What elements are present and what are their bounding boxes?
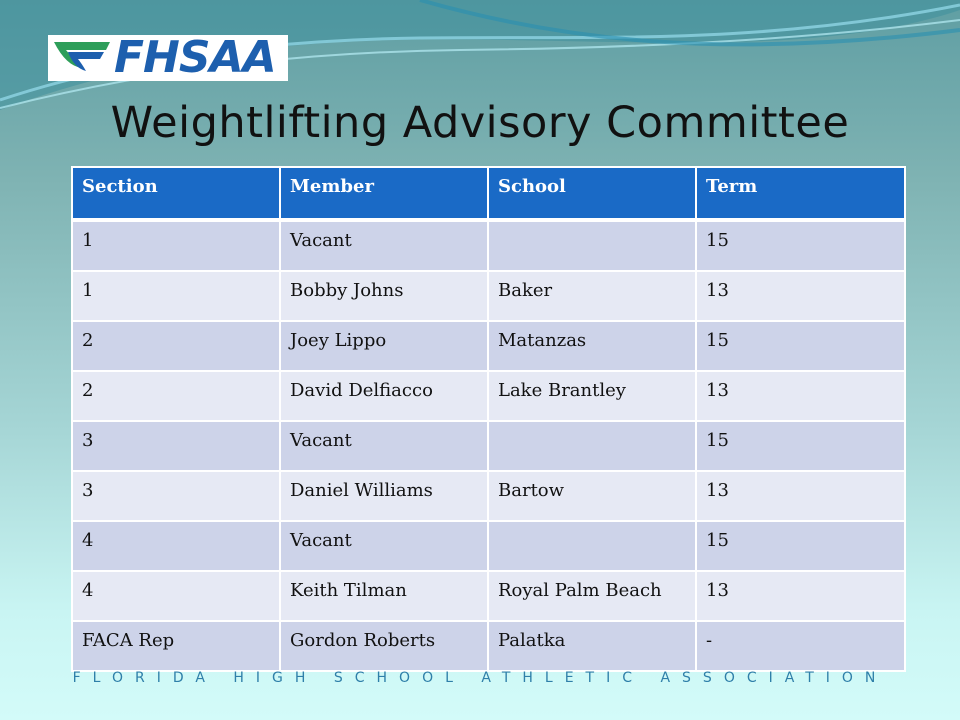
logo-text: FHSAA xyxy=(114,32,276,83)
cell-school xyxy=(488,521,696,571)
fhsaa-logo xyxy=(48,32,288,83)
cell-term: 13 xyxy=(696,571,905,621)
table-row xyxy=(72,421,905,471)
cell-member: Daniel Williams xyxy=(280,471,488,521)
cell-term: 15 xyxy=(696,521,905,571)
cell-member: Vacant xyxy=(280,521,488,571)
table-row xyxy=(72,371,905,421)
cell-section: 1 xyxy=(72,220,280,271)
cell-member: Vacant xyxy=(280,421,488,471)
cell-term: 13 xyxy=(696,271,905,321)
cell-school xyxy=(488,220,696,271)
cell-school: Baker xyxy=(488,271,696,321)
column-header-section: Section xyxy=(72,167,280,220)
cell-section: 1 xyxy=(72,271,280,321)
table-row xyxy=(72,621,905,671)
column-header-school: School xyxy=(488,167,696,220)
footer-association-name: FLORIDA HIGH SCHOOL ATHLETIC ASSOCIATION xyxy=(72,670,888,686)
cell-member: David Delfiacco xyxy=(280,371,488,421)
cell-section: 4 xyxy=(72,521,280,571)
page-title: Weightlifting Advisory Committee xyxy=(110,98,850,148)
cell-school: Matanzas xyxy=(488,321,696,371)
cell-term: 15 xyxy=(696,421,905,471)
cell-school xyxy=(488,421,696,471)
table-row xyxy=(72,521,905,571)
cell-section: 2 xyxy=(72,371,280,421)
table-row xyxy=(72,571,905,621)
table-row xyxy=(72,220,905,271)
cell-term: 15 xyxy=(696,220,905,271)
cell-section: 3 xyxy=(72,471,280,521)
cell-school: Royal Palm Beach xyxy=(488,571,696,621)
cell-member: Joey Lippo xyxy=(280,321,488,371)
table-row xyxy=(72,471,905,521)
cell-section: 4 xyxy=(72,571,280,621)
cell-term: 13 xyxy=(696,471,905,521)
column-header-term: Term xyxy=(696,167,905,220)
cell-term: - xyxy=(696,621,905,671)
cell-school: Palatka xyxy=(488,621,696,671)
cell-term: 15 xyxy=(696,321,905,371)
fhsaa-emblem-icon xyxy=(52,38,112,78)
table-header-row xyxy=(72,167,905,220)
cell-section: 2 xyxy=(72,321,280,371)
committee-table xyxy=(71,166,906,672)
cell-school: Bartow xyxy=(488,471,696,521)
cell-school: Lake Brantley xyxy=(488,371,696,421)
cell-member: Bobby Johns xyxy=(280,271,488,321)
cell-member: Keith Tilman xyxy=(280,571,488,621)
cell-term: 13 xyxy=(696,371,905,421)
cell-section: FACA Rep xyxy=(72,621,280,671)
cell-section: 3 xyxy=(72,421,280,471)
cell-member: Vacant xyxy=(280,220,488,271)
table-row xyxy=(72,271,905,321)
table-row xyxy=(72,321,905,371)
cell-member: Gordon Roberts xyxy=(280,621,488,671)
column-header-member: Member xyxy=(280,167,488,220)
